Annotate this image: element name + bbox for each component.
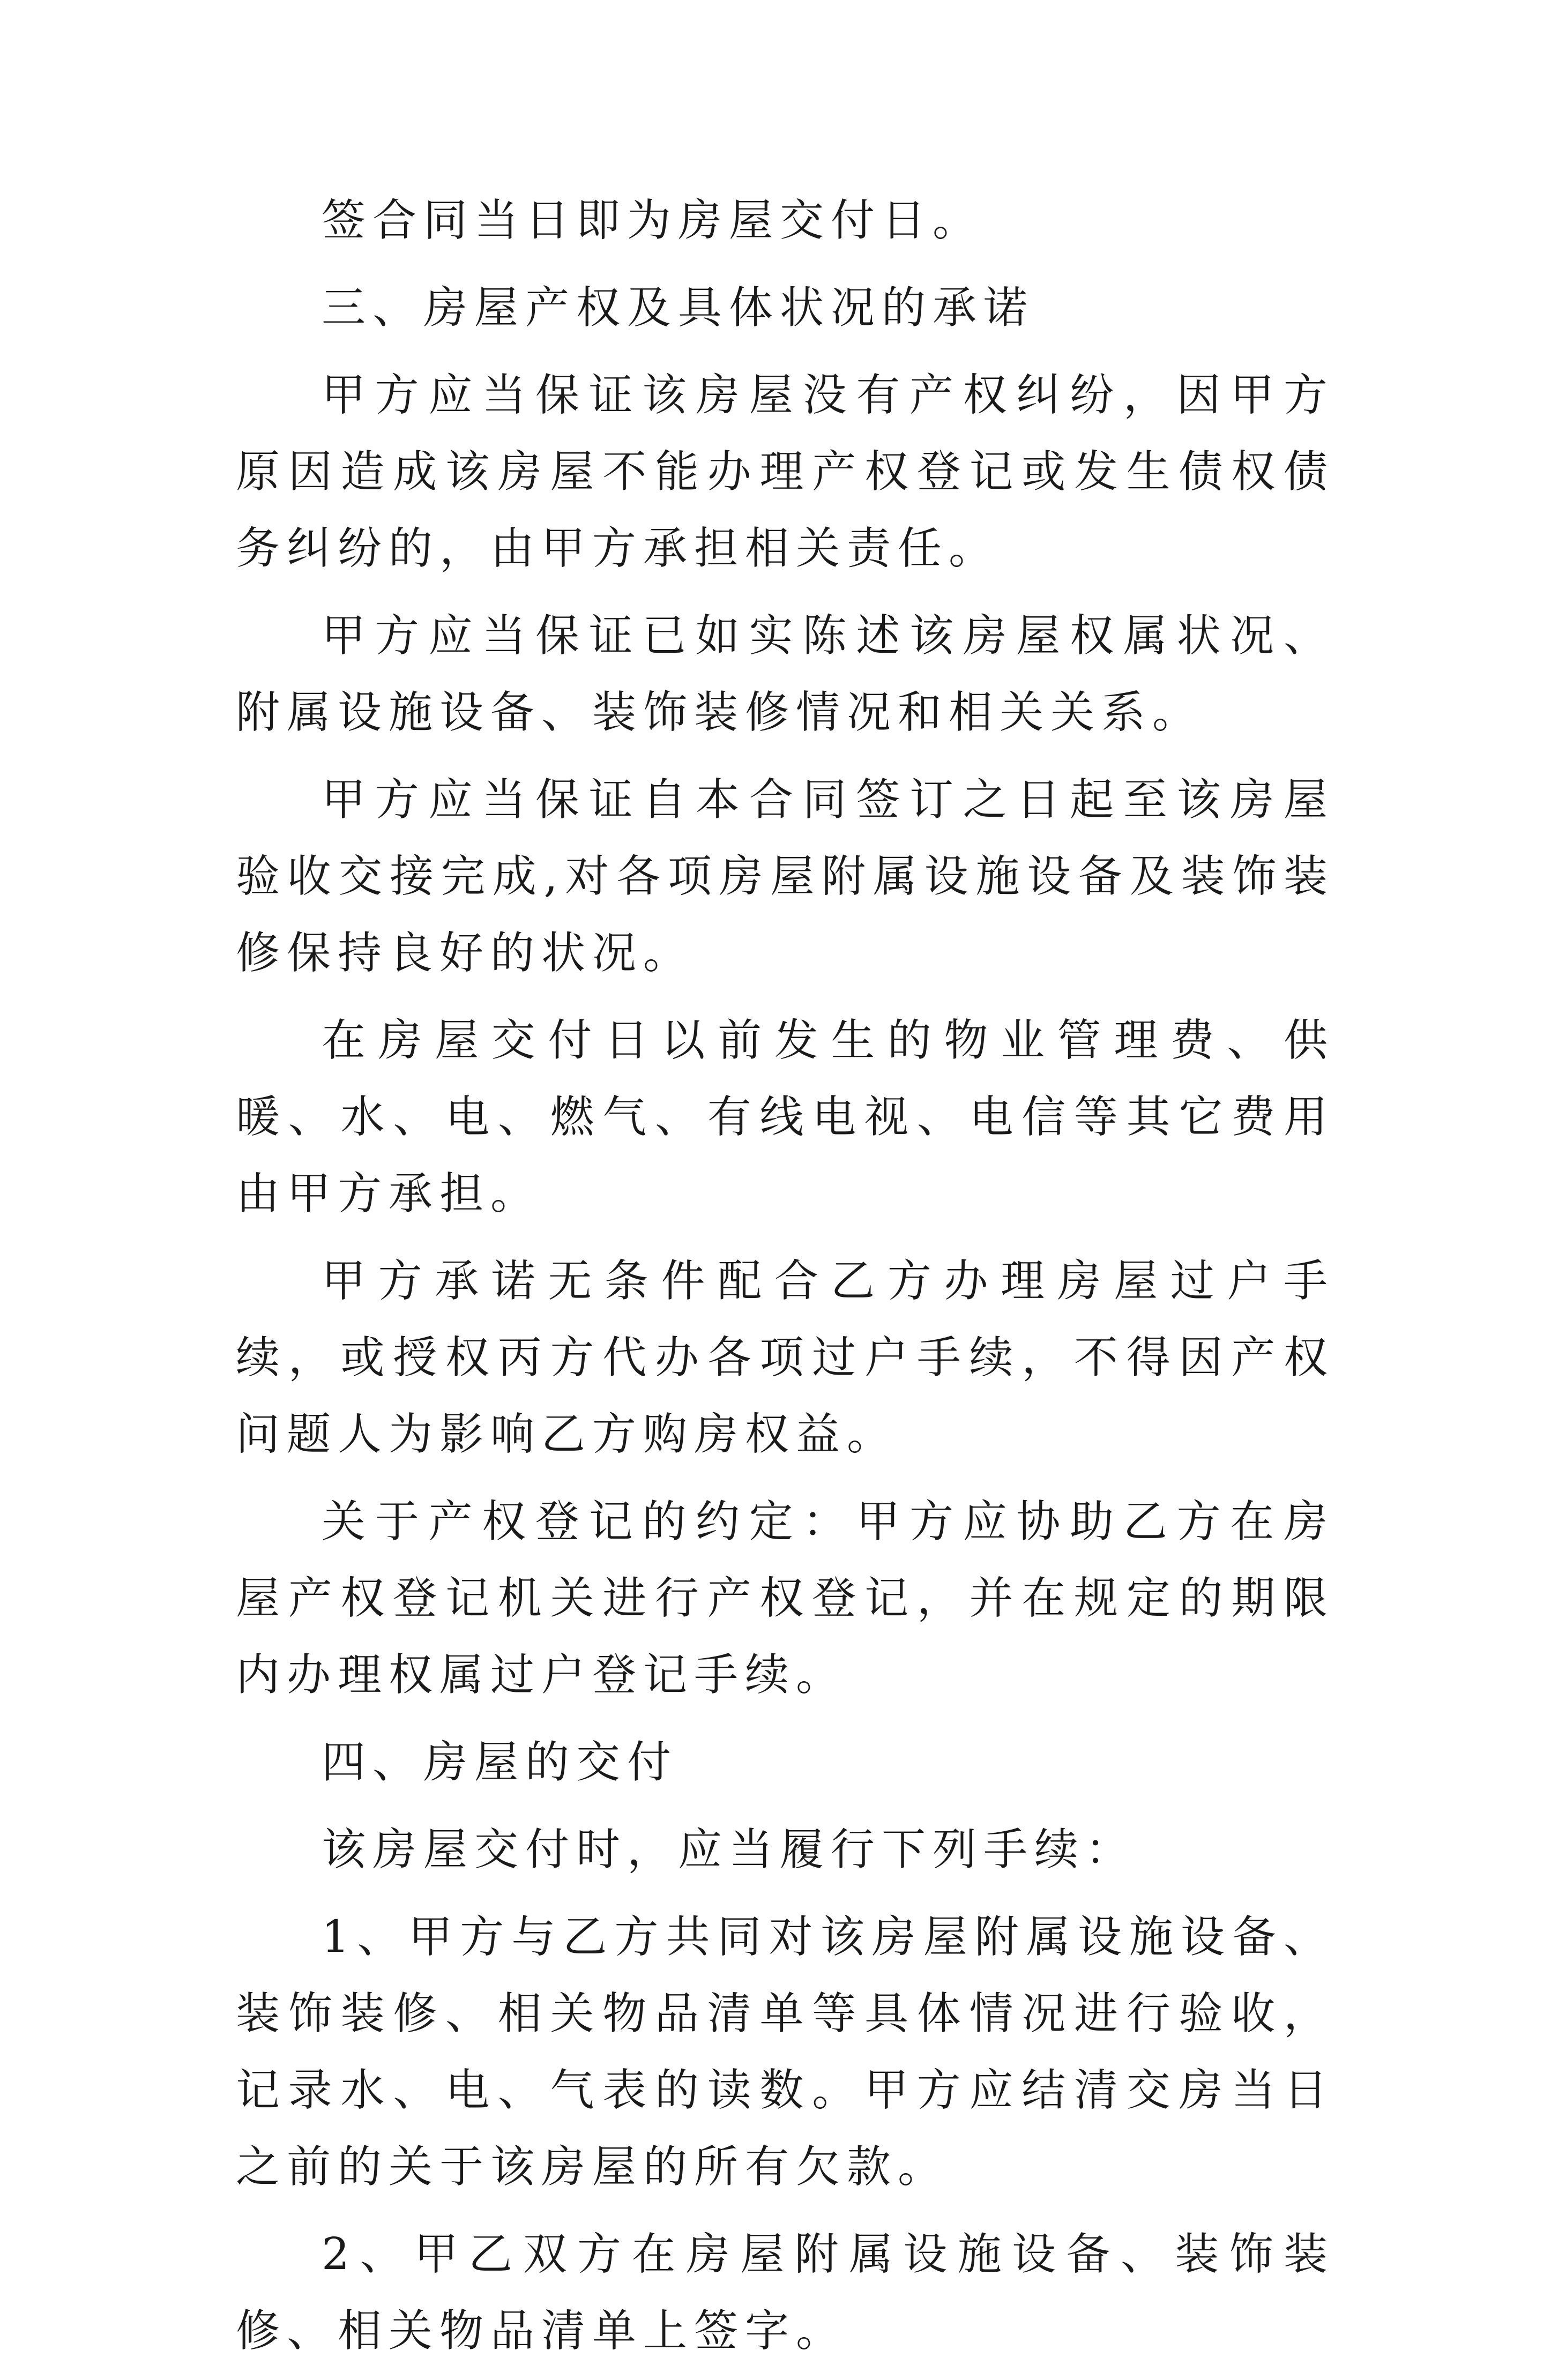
paragraph-prior-fees: 在房屋交付日以前发生的物业管理费、供暖、水、电、燃气、有线电视、电信等其它费用由甲方承担。: [236, 1015, 1334, 1219]
paragraph-delivery-date: 签合同当日即为房屋交付日。: [322, 195, 984, 246]
paragraph-registration: 关于产权登记的约定：甲方应协助乙方在房屋产权登记机关进行产权登记，并在规定的期限内办理权属过户登记手续。: [236, 1496, 1334, 1700]
section-heading-3: 三、房屋产权及具体状况的承诺: [322, 282, 1035, 333]
section-heading-4: 四、房屋的交付: [322, 1737, 678, 1788]
paragraph-delivery-procedures: 该房屋交付时，应当履行下列手续：: [322, 1824, 1137, 1875]
paragraph-truthful-statement: 甲方应当保证已如实陈述该房屋权属状况、附属设施设备、装饰装修情况和相关关系。: [236, 610, 1334, 738]
paragraph-item-2: 2、甲乙双方在房屋附属设施设备、装饰装修、相关物品清单上签字。: [236, 2229, 1334, 2356]
paragraph-item-1: 1、甲方与乙方共同对该房屋附属设施设备、装饰装修、相关物品清单等具体情况进行验收，记录水、电、气表的读数。甲方应结清交房当日之前的关于该房屋的所有欠款。: [236, 1912, 1334, 2192]
document-body: [236, 182, 1334, 2380]
paragraph-no-dispute: 甲方应当保证该房屋没有产权纠纷，因甲方原因造成该房屋不能办理产权登记或发生债权债务纠纷的，由甲方承担相关责任。: [236, 370, 1334, 574]
paragraph-maintain-condition: 甲方应当保证自本合同签订之日起至该房屋验收交接完成,对各项房屋附属设施设备及装饰装修保持良好的状况。: [236, 774, 1334, 979]
paragraph-transfer-cooperation: 甲方承诺无条件配合乙方办理房屋过户手续，或授权丙方代办各项过户手续，不得因产权问题人为影响乙方购房权益。: [236, 1256, 1334, 1460]
